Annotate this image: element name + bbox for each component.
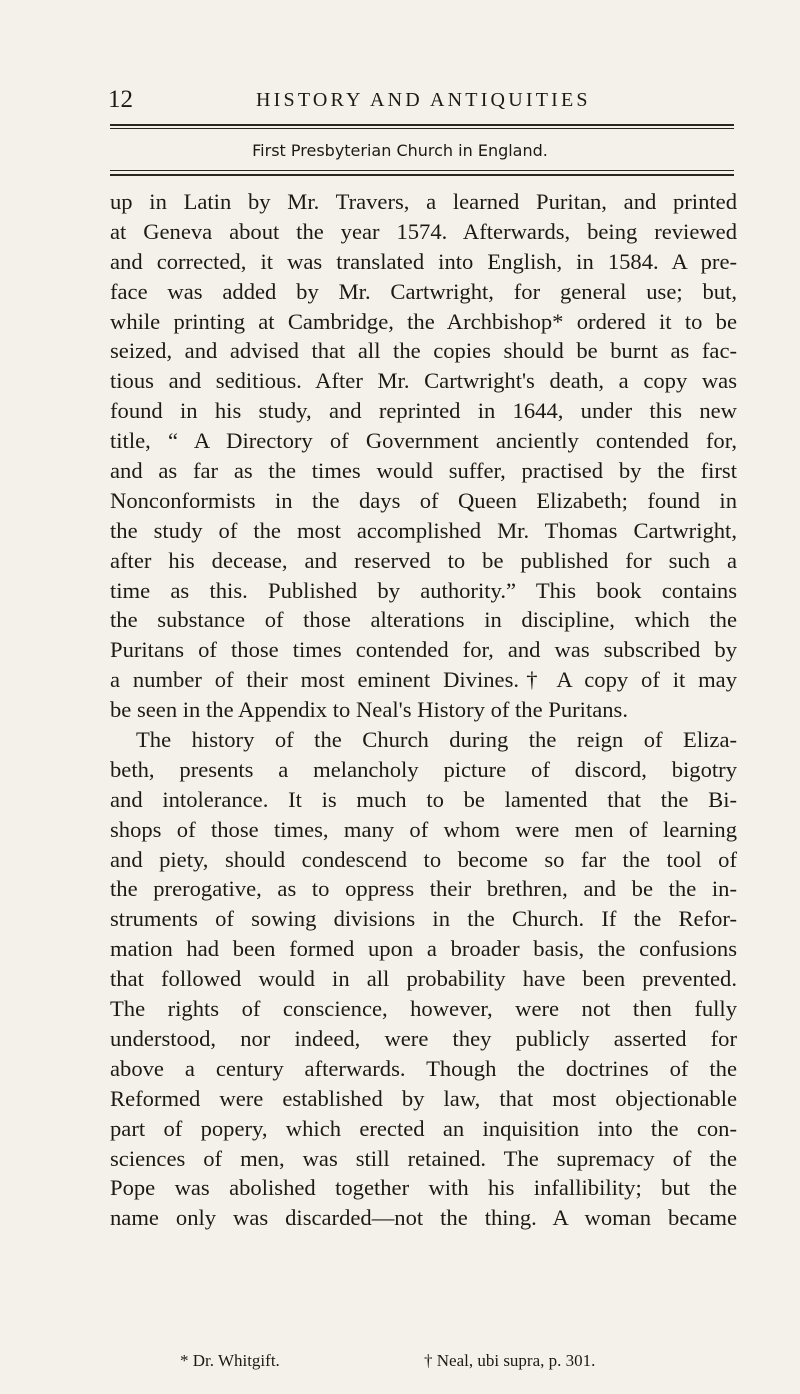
- text-line: the study of the most accomplished Mr. Thomas Cartwright,: [110, 517, 737, 543]
- text-line: and piety, should condescend to become so far the tool of: [110, 846, 737, 872]
- text-line: up in Latin by Mr. Travers, a learned Puritan, and printed: [110, 189, 737, 214]
- text-line: tious and seditious. After Mr. Cartwright's death, a copy was: [110, 368, 737, 394]
- text-line: while printing at Cambridge, the Archbishop* ordered it to be: [110, 308, 737, 334]
- text-line: title, “ A Directory of Government anciently contended for,: [110, 428, 737, 454]
- text-line: the substance of those alterations in discipline, which the: [110, 607, 737, 633]
- footnote: * Dr. Whitgift.: [180, 1351, 280, 1370]
- header-rule: [110, 124, 734, 126]
- text-line: be seen in the Appendix to Neal's History of the Puritans.: [110, 697, 628, 723]
- text-line: time as this. Published by authority.” This book contains: [110, 577, 737, 603]
- text-line: and corrected, it was translated into English, in 1584. A pre-: [110, 248, 737, 274]
- text-line: a number of their most eminent Divines.† A copy of it may: [110, 667, 737, 693]
- text-line: The rights of conscience, however, were not then fully: [110, 996, 737, 1022]
- header-rule-thin: [110, 128, 734, 129]
- text-line: face was added by Mr. Cartwright, for general use; but,: [110, 278, 737, 304]
- section-subtitle: First Presbyterian Church in England.: [252, 141, 548, 160]
- text-line: The history of the Church during the reign of Eliza-: [136, 727, 737, 753]
- text-line: part of popery, which erected an inquisition into the con-: [110, 1115, 737, 1141]
- text-line: Nonconformists in the days of Queen Elizabeth; found in: [110, 487, 737, 513]
- text-line: mation had been formed upon a broader basis, the confusions: [110, 936, 737, 962]
- text-line: understood, nor indeed, were they publicly asserted for: [110, 1025, 737, 1051]
- text-line: above a century afterwards. Though the doctrines of the: [110, 1055, 737, 1081]
- page-number: 12: [108, 86, 133, 113]
- text-line: seized, and advised that all the copies should be burnt as fac-: [110, 338, 737, 364]
- text-line: after his decease, and reserved to be published for such a: [110, 547, 737, 573]
- text-line: and as far as the times would suffer, practised by the first: [110, 458, 737, 484]
- text-line: name only was discarded—not the thing. A woman became: [110, 1205, 737, 1231]
- text-line: Puritans of those times contended for, and was subscribed by: [110, 637, 737, 663]
- text-line: and intolerance. It is much to be lamented that the Bi-: [110, 786, 737, 812]
- text-line: that followed would in all probability have been prevented.: [110, 966, 737, 992]
- text-line: beth, presents a melancholy picture of discord, bigotry: [110, 756, 737, 782]
- text-line: Pope was abolished together with his infallibility; but the: [110, 1175, 737, 1201]
- text-line: found in his study, and reprinted in 1644, under this new: [110, 398, 737, 424]
- text-line: shops of those times, many of whom were men of learning: [110, 816, 737, 842]
- running-title: HISTORY AND ANTIQUITIES: [256, 89, 591, 111]
- text-line: the prerogative, as to oppress their brethren, and be the in-: [110, 876, 737, 902]
- text-line: at Geneva about the year 1574. Afterwards, being reviewed: [110, 218, 737, 244]
- footnote: † Neal, ubi supra, p. 301.: [424, 1351, 596, 1370]
- subtitle-rule-thin: [110, 170, 734, 171]
- body-text: [110, 187, 737, 1233]
- subtitle-rule: [110, 174, 734, 176]
- text-line: Reformed were established by law, that most objectionable: [110, 1085, 737, 1111]
- text-line: sciences of men, was still retained. The supremacy of the: [110, 1145, 737, 1171]
- page-header: [108, 86, 734, 116]
- text-line: struments of sowing divisions in the Church. If the Refor-: [110, 906, 737, 932]
